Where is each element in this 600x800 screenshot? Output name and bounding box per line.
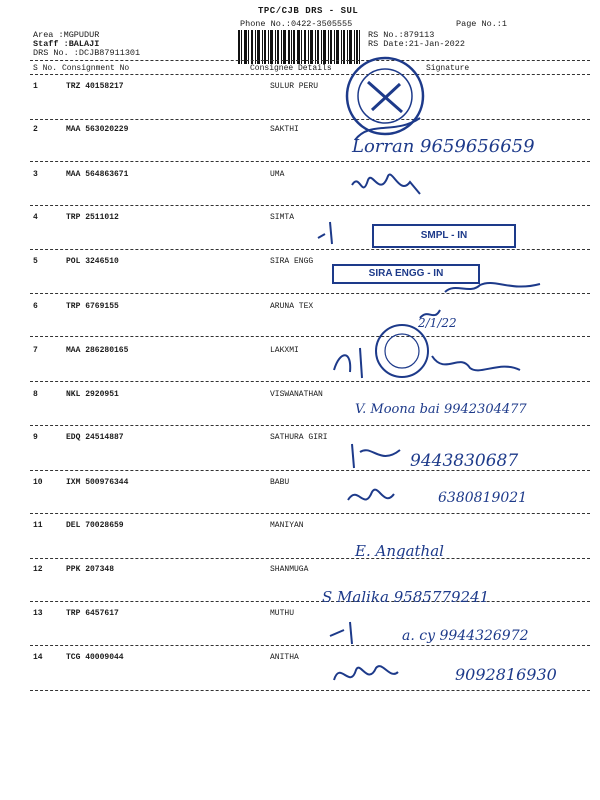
handwritten-date: 2/1/22 <box>418 316 457 330</box>
rs-number: RS No.:879113 <box>368 30 435 40</box>
row-consignee: SAKTHI <box>270 125 299 134</box>
drs-number: DRS No. :DCJB87911301 <box>33 48 141 58</box>
handwritten-signature: a. cy 9944326972 <box>402 628 529 644</box>
row-consignee: SULUR PERU <box>270 82 319 91</box>
row-sno: 7 <box>33 346 38 355</box>
handwritten-signature: Lorran 9659656659 <box>352 136 535 157</box>
handwritten-phone: 6380819021 <box>438 490 528 506</box>
row-consignee: ARUNA TEX <box>270 302 314 311</box>
column-sno: S No. <box>33 64 58 73</box>
row-consignee: MUTHU <box>270 609 295 618</box>
divider <box>30 690 590 691</box>
divider <box>30 558 590 559</box>
row-consignment: EDQ 24514887 <box>66 433 124 442</box>
page-number: Page No.:1 <box>456 19 508 29</box>
staff-field: Staff :BALAJI <box>33 39 100 49</box>
table-row <box>0 521 600 563</box>
row-consignee: ANITHA <box>270 653 299 662</box>
row-sno: 8 <box>33 390 38 399</box>
row-sno: 2 <box>33 125 38 134</box>
row-sno: 5 <box>33 257 38 266</box>
table-row <box>0 653 600 695</box>
row-consignee: SIRA ENGG <box>270 257 314 266</box>
row-sno: 10 <box>33 478 43 487</box>
divider <box>30 425 590 426</box>
divider <box>30 336 590 337</box>
divider <box>30 293 590 294</box>
row-consignee: SIMTA <box>270 213 295 222</box>
column-consignment: Consignment No <box>62 64 130 73</box>
row-consignee: SHANMUGA <box>270 565 309 574</box>
row-sno: 13 <box>33 609 43 618</box>
row-sno: 1 <box>33 82 38 91</box>
handwritten-phone: 9443830687 <box>410 451 519 471</box>
table-row <box>0 302 600 344</box>
row-sno: 11 <box>33 521 43 530</box>
divider <box>30 470 590 471</box>
divider <box>30 513 590 514</box>
row-consignment: MAA 564863671 <box>66 170 129 179</box>
row-consignee: MANIYAN <box>270 521 304 530</box>
row-sno: 12 <box>33 565 43 574</box>
row-consignee: SATHURA GIRI <box>270 433 328 442</box>
row-consignment: MAA 286280165 <box>66 346 129 355</box>
table-row <box>0 82 600 124</box>
row-sno: 14 <box>33 653 43 662</box>
handwritten-signature: S Malika 9585779241 <box>322 588 490 606</box>
row-sno: 3 <box>33 170 38 179</box>
row-consignment: TRP 2511012 <box>66 213 119 222</box>
row-consignee: LAKXMI <box>270 346 299 355</box>
phone-number: Phone No.:0422-3505555 <box>240 19 353 29</box>
divider <box>30 645 590 646</box>
barcode-image <box>238 30 360 64</box>
row-consignment: IXM 500976344 <box>66 478 129 487</box>
row-consignment: POL 3246510 <box>66 257 119 266</box>
divider <box>30 60 590 61</box>
area-field: Area :MGPUDUR <box>33 30 100 40</box>
row-consignee: UMA <box>270 170 285 179</box>
divider <box>30 119 590 120</box>
row-consignment: TCG 40009044 <box>66 653 124 662</box>
divider <box>30 381 590 382</box>
row-consignment: MAA 563020229 <box>66 125 129 134</box>
row-consignee: VISWANATHAN <box>270 390 323 399</box>
handwritten-signature: V. Moona bai 9942304477 <box>355 402 527 417</box>
row-consignee: BABU <box>270 478 290 487</box>
sira-engg-stamp: SIRA ENGG - IN <box>332 264 480 284</box>
divider <box>30 74 590 75</box>
handwritten-phone: 9092816930 <box>455 665 557 684</box>
row-consignment: DEL 70028659 <box>66 521 124 530</box>
row-consignment: NKL 2920951 <box>66 390 119 399</box>
divider <box>30 601 590 602</box>
row-consignment: TRZ 40158217 <box>66 82 124 91</box>
handwritten-signature: E. Angathal <box>355 542 444 560</box>
sheet-title: TPC/CJB DRS - SUL <box>258 6 359 16</box>
divider <box>30 161 590 162</box>
row-consignment: PPK 207348 <box>66 565 115 574</box>
rs-date: RS Date:21-Jan-2022 <box>368 39 465 49</box>
column-consignee: Consignee Details <box>250 64 332 73</box>
row-consignment: TRP 6457617 <box>66 609 119 618</box>
row-sno: 6 <box>33 302 38 311</box>
row-consignment: TRP 6769155 <box>66 302 119 311</box>
divider <box>30 249 590 250</box>
divider <box>30 205 590 206</box>
table-row <box>0 433 600 475</box>
smpl-stamp: SMPL - IN <box>372 224 516 248</box>
row-sno: 9 <box>33 433 38 442</box>
column-signature: Signature <box>426 64 470 73</box>
row-sno: 4 <box>33 213 38 222</box>
